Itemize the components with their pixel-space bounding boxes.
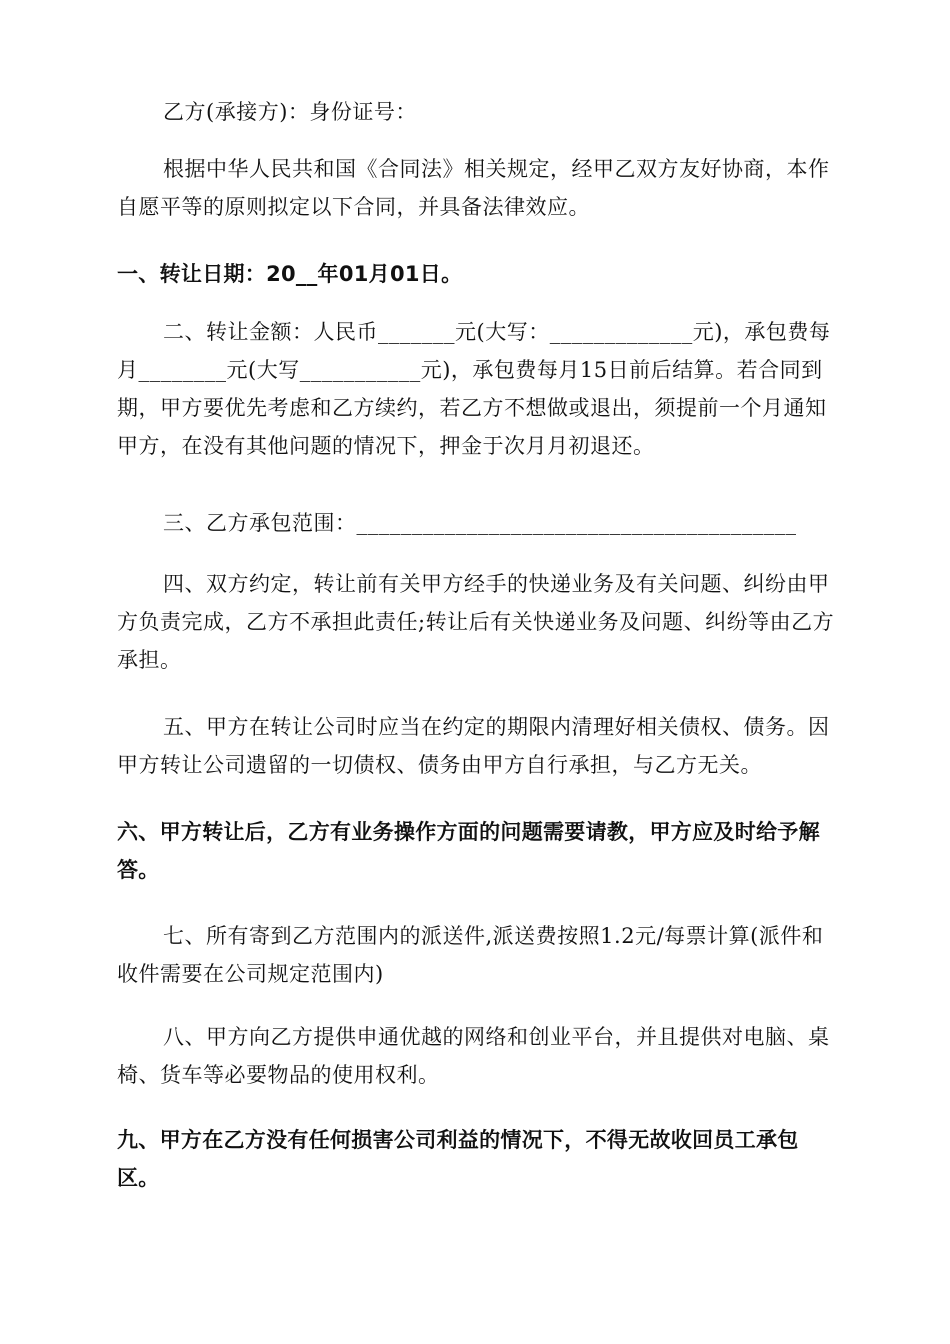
clause-4-agreement: 四、双方约定，转让前有关甲方经手的快递业务及有关问题、纠纷由甲方负责完成，乙方不承担此责任;转让后有关快递业务及问题、纠纷等由乙方承担。 [117,572,835,672]
clause-3-contract-scope: 三、乙方承包范围：________________________________________ [163,511,797,535]
clause-6-support: 六、甲方转让后，乙方有业务操作方面的问题需要请教，甲方应及时给予解答。 [117,820,820,882]
clause-5-debts: 五、甲方在转让公司时应当在约定的期限内清理好相关债权、债务。因甲方转让公司遗留的一切债权、债务由甲方自行承担，与乙方无关。 [117,715,830,777]
party-b-line: 乙方(承接方)：身份证号： [163,100,417,124]
clause-9-no-revocation: 九、甲方在乙方没有任何损害公司利益的情况下，不得无故收回员工承包区。 [117,1128,799,1190]
clause-8-platform: 八、甲方向乙方提供申通优越的网络和创业平台，并且提供对电脑、桌椅、货车等必要物品的使用权利。 [117,1025,830,1087]
clause-2-transfer-amount: 二、转让金额：人民币_______元(大写：_____________元)，承包费每月________元(大写___________元)，承包费每月15日前后结算。若合同到期，甲方要优先考虑和乙方续约，若乙方不想做或退出，须提前一个月通知甲方，在没有其他问题的情况下，押金于次月月初退还。 [117,320,831,458]
clause-7-delivery-fee: 七、所有寄到乙方范围内的派送件,派送费按照1.2元/每票计算(派件和收件需要在公司规定范围内) [117,924,824,986]
clause-1-transfer-date: 一、转让日期：20__年01月01日。 [117,262,463,286]
preamble-paragraph: 根据中华人民共和国《合同法》相关规定，经甲乙双方友好协商，本作自愿平等的原则拟定以下合同，并具备法律效应。 [117,157,830,219]
